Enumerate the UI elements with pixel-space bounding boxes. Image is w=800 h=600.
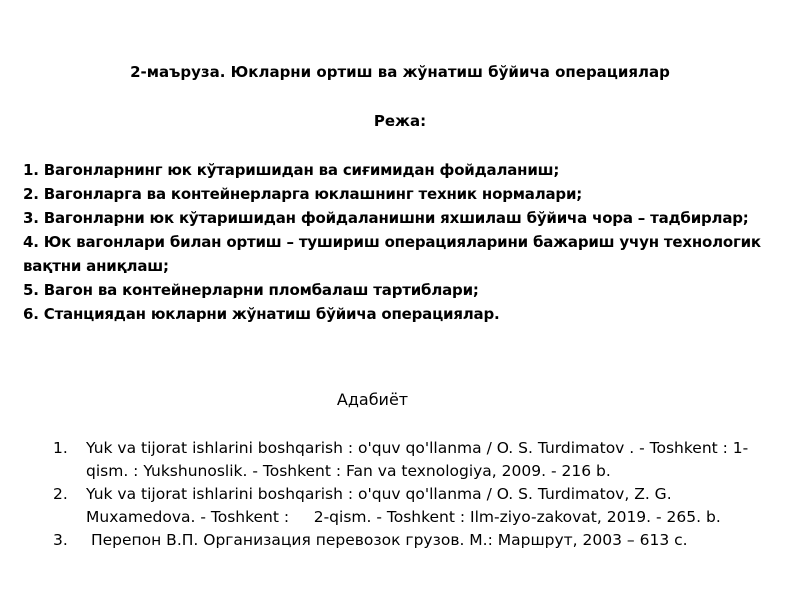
plan-item: 3. Вагонларни юк кўтаришидан фойдаланишни яхшилаш бўйича чора – тадбирлар; xyxy=(23,209,749,227)
plan-item: 6. Станциядан юкларни жўнатиш бўйича операциялар. xyxy=(23,305,500,323)
references-heading: Адабиёт xyxy=(336,390,409,409)
reference-text: Yuk va tijorat ishlarini boshqarish : o'quv qo'llanma / O. S. Turdimatov, Z. G. Muxamedova. - Toshkent : 2-qism. - Toshkent : Ilm-ziyo-zakovat, 2019. - 265. b. xyxy=(86,485,721,526)
reference-item xyxy=(53,483,753,529)
plan-list xyxy=(23,158,783,326)
reference-text: Yuk va tijorat ishlarini boshqarish : o'quv qo'llanma / O. S. Turdimatov . - Toshkent : 1-qism. : Yukshunoslik. - Toshkent : Fan va texnologiya, 2009. - 216 b. xyxy=(86,439,749,480)
plan-item: 1. Вагонларнинг юк кўтаришидан ва сиғимидан фойдаланиш; xyxy=(23,161,560,179)
reference-text: Перепон В.П. Организация перевозок грузов. М.: Маршрут, 2003 – 613 с. xyxy=(86,531,688,549)
reference-number: 2. xyxy=(53,485,68,503)
plan-item: 4. Юк вагонлари билан ортиш – тушириш операцияларини бажариш учун технологик вақтни аниқлаш; xyxy=(23,233,761,275)
references-list xyxy=(53,437,753,552)
reference-number: 3. xyxy=(53,531,68,549)
plan-item: 5. Вагон ва контейнерларни пломбалаш тартиблари; xyxy=(23,281,479,299)
plan-item: 2. Вагонларга ва контейнерларга юклашнинг техник нормалари; xyxy=(23,185,583,203)
reference-item xyxy=(53,437,753,483)
plan-heading: Режа: xyxy=(373,112,427,130)
lecture-title: 2-маъруза. Юкларни ортиш ва жўнатиш бўйича операциялар xyxy=(130,63,670,81)
reference-number: 1. xyxy=(53,439,68,457)
reference-item xyxy=(53,529,753,552)
